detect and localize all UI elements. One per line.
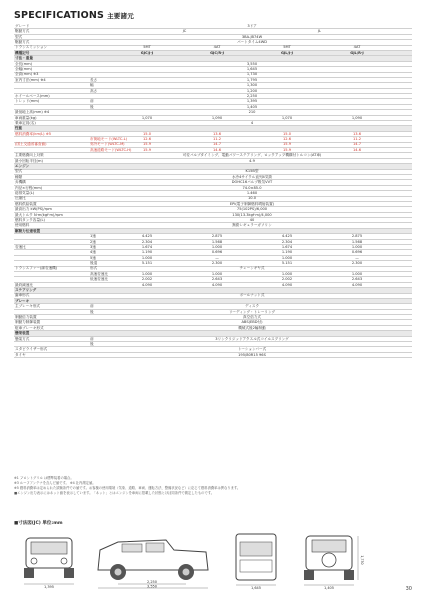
row-value: 2.875 [211, 234, 223, 239]
row-value: 1.000 [141, 255, 153, 260]
row-value: 3リンクリジッドアクスル式コイルスプリング [215, 336, 289, 341]
row-value: 13.6 [212, 131, 221, 136]
row-value: 1,090 [351, 115, 363, 120]
row-value: 3,550 [246, 61, 258, 66]
row-value: 5.151 [141, 261, 153, 266]
row-value: 5MT [143, 45, 151, 50]
row-label: 制動倍力装置 [15, 314, 37, 319]
row-value: 水冷4サイクル直列4気筒 [231, 174, 273, 179]
row-value: 1,070 [281, 115, 293, 120]
dim-length: 3,550 [146, 584, 158, 589]
row-value: DOHC16バルブ吸気VVT [231, 180, 273, 185]
row-value: 2.875 [351, 234, 363, 239]
row-value: 0.696 [211, 250, 223, 255]
row-value: 可変バルブタイミング、電動パワーステアリング、ロックアップ機構付トルコン(AT車) [182, 153, 322, 158]
row-value: 15.9 [282, 142, 291, 147]
row-value: 11.2 [212, 137, 221, 142]
row-label: 弁機構 [15, 180, 26, 185]
row-value: 1,200 [246, 88, 258, 93]
row-label: 機種記号 [15, 50, 30, 55]
rear-view-diagram [294, 528, 364, 590]
row-label: 全高(mm) ※3 [15, 72, 39, 77]
row-sublabel: 高さ [90, 88, 98, 93]
row-value: 11.2 [352, 137, 361, 142]
row-value: 4.090 [351, 282, 363, 287]
row-value: 40 [249, 217, 255, 222]
row-sublabel: 4速 [90, 250, 96, 255]
row-label: トランスファー(副変速機) [15, 266, 58, 271]
row-value: 1,645 [246, 67, 258, 72]
footnotes [14, 476, 412, 496]
title-text: SPECIFICATIONS [14, 10, 105, 21]
footnote: ※3 ルーフアンテナを含んだ値です。 ※4 社内測定値。 [14, 481, 96, 485]
row-value: 2.304 [281, 239, 293, 244]
row-value: トーションバー式 [237, 347, 267, 352]
row-value: 1.460 [246, 191, 258, 195]
row-value: 4.425 [281, 234, 293, 239]
row-value: 14.6 [212, 147, 221, 152]
row-label: エンジン [15, 164, 30, 169]
row-label: ステアリング [15, 288, 37, 293]
row-value: — [215, 255, 219, 260]
row-label: ブレーキ [15, 298, 30, 303]
row-sublabel: 低速変速比 [90, 277, 108, 282]
row-value: 1.000 [211, 244, 223, 249]
row-label: 懸架装置 [15, 331, 30, 336]
row-label: 制動力制御装置 [15, 320, 41, 325]
row-value: 1.568 [351, 239, 363, 244]
row-value: 4.425 [141, 234, 153, 239]
row-label: 最小回転半径(m) [15, 158, 43, 163]
row-value: 1.000 [351, 271, 363, 276]
row-sublabel: 形式 [90, 266, 98, 271]
row-label: ホイールベース(mm) [15, 93, 50, 98]
row-value: 4.090 [211, 282, 223, 287]
row-value: 1.000 [141, 271, 153, 276]
row-value: 1,395 [246, 99, 258, 104]
row-value: 真空倍力式 [243, 314, 261, 319]
row-value: 3ドア [247, 23, 257, 28]
row-label: 車両重量(kg) [15, 115, 37, 120]
row-label: 型式 [15, 169, 23, 174]
row-value: 14.7 [352, 142, 361, 147]
front-view-diagram [14, 528, 84, 590]
row-label: 最低地上高(mm) ※4 [15, 110, 50, 115]
row-value: 12.6 [142, 137, 151, 142]
row-value: 機械式後2輪制動 [238, 325, 266, 330]
row-value: 1,730 [246, 72, 258, 77]
row-sublabel: 高速道路モード(WLTC-H) [90, 147, 132, 152]
row-label: 主要燃費向上対策 [15, 153, 44, 158]
dim-width: 1,645 [250, 586, 262, 590]
row-value: 15.9 [282, 147, 291, 152]
row-label: トレッド(mm) [15, 99, 40, 104]
row-sublabel: 前 [90, 304, 94, 309]
grade-left: JC [182, 29, 187, 34]
row-value: 130(13.3kgf·m)/4,000 [232, 212, 272, 217]
row-value: 1.674 [281, 244, 293, 249]
row-label: 駐車ブレーキ形式 [15, 325, 44, 330]
row-label: 懸架方式 [15, 336, 30, 341]
row-value: EPI(電子制御燃料噴射装置) [229, 201, 275, 206]
row-value: 1,795 [246, 77, 258, 82]
row-value: 1,300 [246, 83, 258, 88]
row-value: チェーンギヤ式 [239, 266, 265, 271]
row-value: 2.643 [211, 277, 223, 282]
row-sublabel: 高速変速比 [90, 271, 108, 276]
row-sublabel: 5速 [90, 255, 96, 260]
row-value: 1.000 [281, 271, 293, 276]
row-value: 1.000 [211, 271, 223, 276]
dim-height: 1,730 [360, 555, 364, 565]
row-value: 1,090 [211, 115, 223, 120]
row-sublabel: 長さ [90, 77, 98, 82]
dim-rear-tread: 1,405 [323, 586, 335, 590]
row-value: GJC/J-J [140, 50, 154, 55]
row-label: グレード [15, 23, 30, 28]
row-label: 最終減速比 [15, 282, 33, 287]
side-view-diagram [88, 528, 218, 590]
row-value: 5.151 [281, 261, 293, 266]
row-label: 燃料消費率(km/L) ※5 [15, 131, 52, 136]
dim-wheelbase: 2,250 [146, 580, 158, 584]
row-label: 全幅(mm) [15, 67, 32, 72]
row-value: 1.674 [141, 244, 153, 249]
row-sublabel: 郊外モード(WLTC-M) [90, 142, 125, 147]
row-sublabel: 後退 [90, 261, 98, 266]
page-number: 30 [405, 586, 412, 592]
row-value: ABS(EBD付) [241, 320, 263, 325]
footnote: ※1 フロントグリル は標準装着の場合。 [14, 476, 74, 480]
row-label: トランスミッション [15, 45, 48, 50]
row-sublabel: 前 [90, 99, 94, 104]
row-label: (国土交通省審査値) [15, 142, 47, 147]
row-value: 無鉛レギュラーガソリン [232, 223, 272, 228]
row-label: 室内寸法(mm) ※4 [15, 77, 46, 82]
row-label: 型式 [15, 34, 23, 39]
row-sublabel: 1速 [90, 234, 96, 239]
row-value: 2.300 [351, 261, 363, 266]
row-value: 2.304 [141, 239, 153, 244]
row-value: GJL/J-J [280, 50, 294, 55]
row-sublabel: 後 [90, 341, 94, 346]
row-value: 14.6 [352, 147, 361, 152]
row-value: 12.6 [282, 137, 291, 142]
row-value: 2,250 [246, 93, 258, 98]
row-value: パートタイム4WD [236, 40, 268, 45]
row-value: 13.6 [352, 131, 361, 136]
row-value: GJC/R-J [210, 50, 224, 55]
row-value: 210 [248, 110, 256, 115]
row-label: 最大トルク N·m(kgf·m)/rpm [15, 212, 63, 217]
page-title [14, 10, 134, 21]
title-subtitle: 主要諸元 [107, 12, 134, 20]
spec-row [14, 353, 412, 358]
row-label: 使用燃料 [15, 223, 30, 228]
row-sublabel: 後 [90, 309, 94, 314]
footnote: ※5 燃料消費率は定められた試験条件での値です。お客様の使用環境（気象、道路、車両、運転方法、整備状況など）に応じて燃料消費率は異なります。 [14, 486, 241, 490]
row-label: 圧縮比 [15, 196, 26, 201]
row-value: 1.000 [351, 244, 363, 249]
spec-table [14, 24, 412, 358]
row-value: — [355, 255, 359, 260]
row-value: 15.0 [142, 131, 151, 136]
row-value: 1,070 [141, 115, 153, 120]
row-value: GJL/R-J [350, 50, 364, 55]
row-value: 2.643 [351, 277, 363, 282]
row-sublabel: 幅 [90, 83, 94, 88]
row-value: 4AT [213, 45, 221, 50]
row-value: 14.7 [212, 142, 221, 147]
dim-front-tread: 1,395 [43, 585, 55, 589]
row-label: 総排気量(L) [15, 191, 35, 195]
row-sublabel: 3速 [90, 244, 96, 249]
row-value: 4.090 [281, 282, 293, 287]
row-value: 1.190 [281, 250, 293, 255]
row-value: 75(102PS)/6,000 [236, 207, 268, 212]
row-value: 1,405 [246, 104, 258, 109]
row-value: リーディング・トレーリング [228, 309, 276, 314]
row-value: 2.002 [281, 277, 293, 282]
row-value: 15.9 [142, 147, 151, 152]
row-value: 3BA-JB74W [241, 34, 263, 39]
row-value: 2.300 [211, 261, 223, 266]
row-label: 燃料タンク容量(L) [15, 217, 45, 222]
row-label: 内径×行程(mm) [15, 185, 43, 190]
top-view-diagram [222, 528, 290, 590]
row-value: 5MT [283, 45, 291, 50]
row-label: 性能 [15, 126, 23, 131]
row-label: スタビライザー形式 [15, 347, 48, 352]
row-value: 4AT [353, 45, 361, 50]
row-label: 変速比 [15, 244, 26, 249]
row-value: K15B型 [245, 169, 259, 174]
row-value: 4.090 [141, 282, 153, 287]
row-value: 1.568 [211, 239, 223, 244]
row-value: 15.9 [142, 142, 151, 147]
row-value: 15.0 [282, 131, 291, 136]
row-label: 種類 [15, 174, 23, 179]
row-sublabel: 前 [90, 336, 94, 341]
row-sublabel: 市街地モード(WLTC-L) [90, 137, 128, 142]
row-sublabel: 後 [90, 104, 94, 109]
row-sublabel: 2速 [90, 239, 96, 244]
row-value: ディスク [244, 304, 260, 309]
row-value: 74.0×85.0 [242, 185, 262, 190]
grade-right: JL [317, 29, 322, 34]
row-value: 2.002 [141, 277, 153, 282]
row-value: 1.000 [281, 255, 293, 260]
row-label: 最高出力 kW(PS)/rpm [15, 207, 52, 212]
row-label: 乗車定員(名) [15, 120, 36, 125]
footnote: ■エンジン出力表示にはネット値を表示しています。「ネット」とはエンジンを車両に搭載した状態とほぼ同条件で測定したものです。 [14, 491, 215, 495]
row-value: 4 [250, 120, 254, 125]
row-value: 195/80R15 96S [238, 352, 266, 357]
diagram-title: ■寸法図(JC) 単位:mm [14, 521, 63, 526]
row-value: ボールナット式 [239, 293, 265, 298]
row-label: 駆動方式 [15, 40, 30, 45]
row-value: 10.0 [247, 196, 256, 201]
row-label: 駆動力伝達装置 [15, 228, 41, 233]
row-label: 燃料供給装置 [15, 201, 37, 206]
row-label: 駆動方式 [15, 29, 30, 34]
row-value: 1.190 [141, 250, 153, 255]
row-value: 4.9 [249, 158, 255, 163]
row-label: 歯車形式 [15, 293, 30, 298]
row-label: 主ブレーキ形式 [15, 304, 41, 309]
row-value: 0.696 [351, 250, 363, 255]
row-label: 寸法・重量 [15, 56, 33, 61]
row-label: タイヤ [15, 352, 26, 357]
row-label: 全長(mm) [15, 61, 32, 66]
